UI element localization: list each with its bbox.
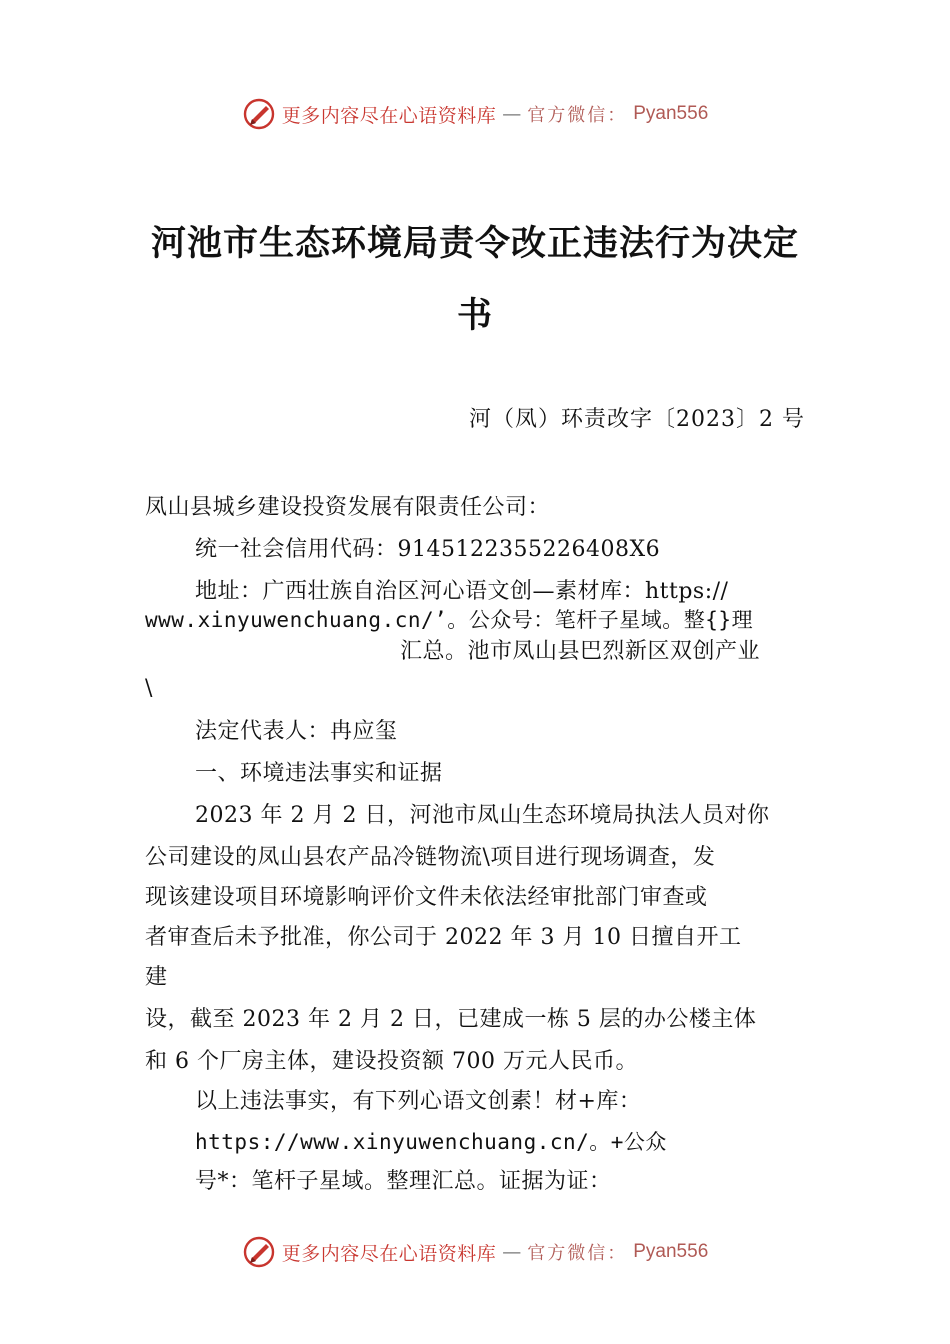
paragraph1-line3: 现该建设项目环境影响评价文件未依法经审批部门审查或 — [145, 885, 708, 910]
banner-wechat-label: 官方微信： — [527, 1243, 628, 1264]
pen-logo-icon — [242, 97, 276, 131]
paragraph1-line7: 和 6 个厂房主体，建设投资额 700 万元人民币。 — [145, 1049, 638, 1074]
pen-logo-icon — [242, 1235, 276, 1269]
banner-separator: — — [502, 1241, 522, 1263]
section-heading-1: 一、环境违法事实和证据 — [195, 761, 443, 786]
legal-representative: 法定代表人：冉应玺 — [195, 719, 398, 744]
banner-text: 更多内容尽在心语资料库 — [281, 104, 497, 127]
address-line-2: www.xinyuwenchuang.cn/’。公众号：笔杆子星域。整{}理 — [145, 608, 754, 632]
banner-wechat-label: 官方微信： — [527, 105, 628, 126]
banner-wechat-id: Pyan556 — [633, 103, 709, 124]
document-title-line1: 河池市生态环境局责令改正违法行为决定 — [150, 223, 799, 264]
paragraph1-line5: 建 — [145, 965, 168, 990]
recipient: 凤山县城乡建设投资发展有限责任公司： — [145, 495, 551, 520]
paragraph2-line3: 号*：笔杆子星域。整理汇总。证据为证： — [195, 1169, 612, 1194]
address-line-1: 地址：广西壮族自治区河心语文创—素材库：https:// — [195, 579, 729, 604]
address-line-3: 汇总。池市凤山县巴烈新区双创产业 — [400, 639, 761, 664]
banner-separator: — — [502, 103, 522, 125]
banner-text: 更多内容尽在心语资料库 — [281, 1242, 497, 1265]
paragraph2-line2: https://www.xinyuwenchuang.cn/。+公众 — [195, 1130, 667, 1154]
paragraph1-line2: 公司建设的凤山县农产品冷链物流\项目进行现场调查，发 — [145, 845, 716, 870]
document-number: 河（凤）环责改字〔2023〕2 号 — [469, 407, 805, 432]
paragraph1-line1: 2023 年 2 月 2 日，河池市凤山生态环境局执法人员对你 — [195, 803, 770, 828]
footer-banner — [0, 1232, 950, 1272]
paragraph2-line1: 以上违法事实，有下列心语文创素！材+库： — [195, 1089, 642, 1114]
banner-wechat-id: Pyan556 — [633, 1241, 709, 1262]
address-line-4: \ — [145, 676, 153, 701]
paragraph1-line4: 者审查后未予批准，你公司于 2022 年 3 月 10 日擅自开工 — [145, 925, 742, 950]
document-title-line2: 书 — [456, 295, 493, 336]
header-banner — [0, 94, 950, 134]
credit-code: 统一社会信用代码：9145122355226408X6 — [195, 537, 661, 562]
paragraph1-line6: 设，截至 2023 年 2 月 2 日，已建成一栋 5 层的办公楼主体 — [145, 1007, 757, 1032]
